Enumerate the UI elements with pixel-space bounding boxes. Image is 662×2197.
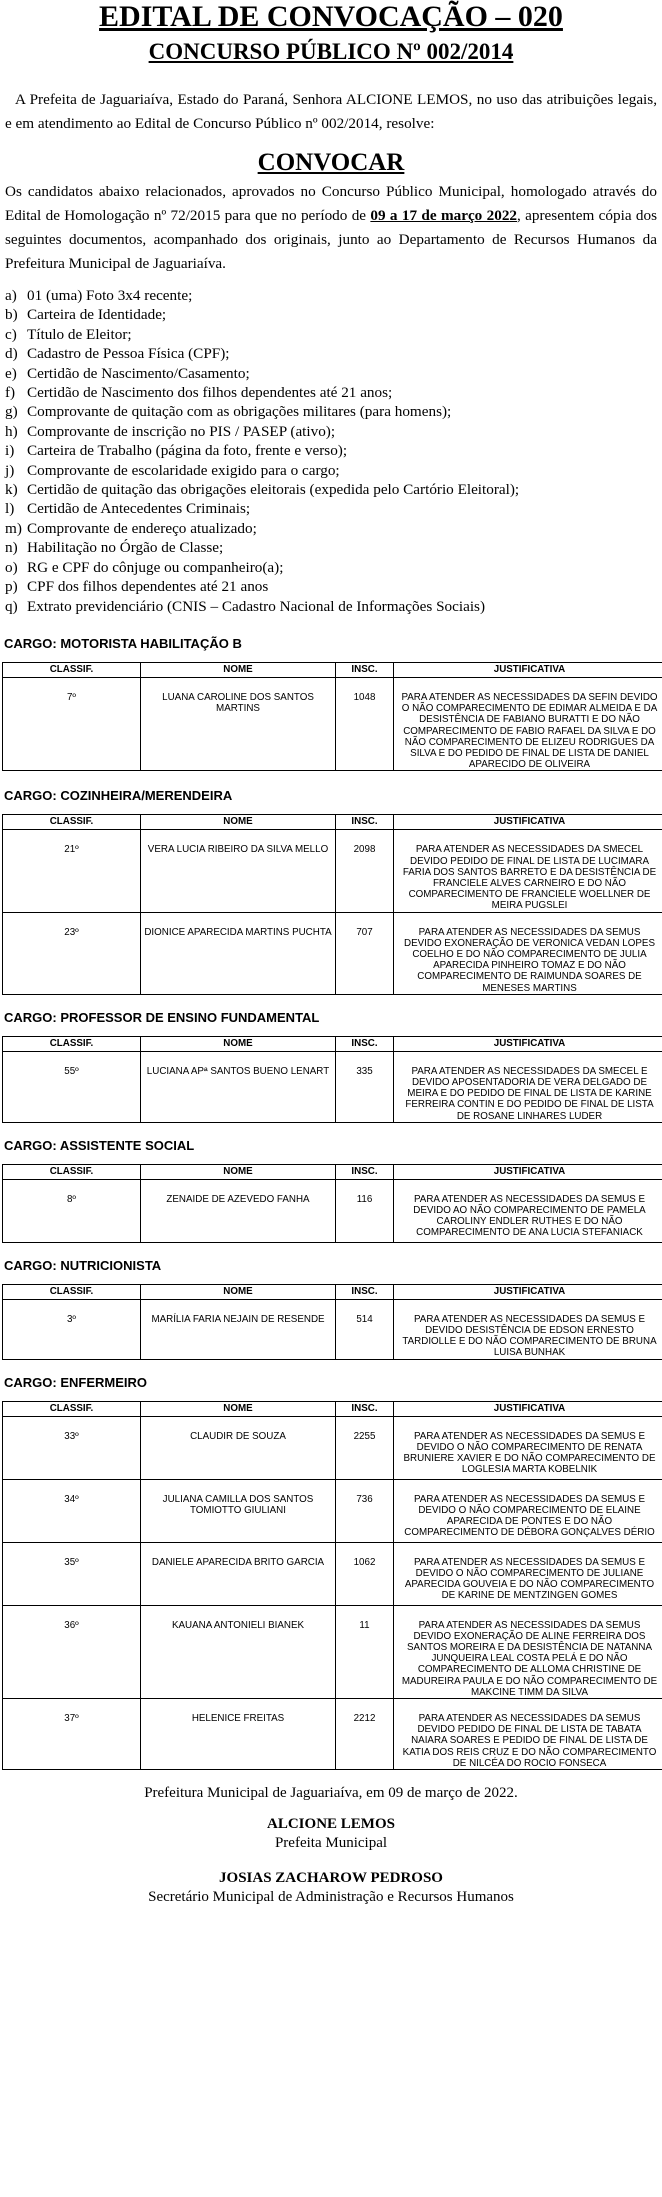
- cell-just: [394, 1416, 662, 1479]
- cell-classif: [3, 677, 141, 770]
- cell-insc: [336, 1179, 394, 1242]
- cell-insc: [336, 1299, 394, 1359]
- document-item: [5, 597, 657, 616]
- cell-text: MARÍLIA FARIA NEJAIN DE RESENDE: [151, 1313, 325, 1325]
- document-item-text: 01 (uma) Foto 3x4 recente;: [27, 287, 193, 304]
- document-item-key: c): [5, 325, 17, 343]
- document-item-key: a): [5, 287, 17, 304]
- table-header-row: [3, 1036, 662, 1051]
- cell-nome: [141, 1605, 336, 1698]
- cell-text: 3º: [66, 1313, 77, 1325]
- document-item-key: e): [5, 364, 17, 382]
- cargo-section: [2, 636, 660, 771]
- cell-nome: [141, 1051, 336, 1122]
- cell-nome: [141, 830, 336, 912]
- document-item-key: k): [5, 481, 18, 499]
- cell-text: 33º: [64, 1430, 79, 1442]
- column-header: INSC.: [336, 1036, 394, 1051]
- column-header: INSC.: [336, 1284, 394, 1299]
- column-header: NOME: [141, 1401, 336, 1416]
- cell-classif: [3, 830, 141, 912]
- column-header: CLASSIF.: [3, 815, 141, 830]
- cargo-section: [2, 788, 660, 994]
- candidates-table: [2, 1284, 662, 1360]
- column-header: JUSTIFICATIVA: [394, 1401, 662, 1416]
- document-item-key: d): [5, 345, 18, 363]
- table-row: [3, 912, 662, 994]
- cell-classif: [3, 1179, 141, 1242]
- signature-block: [2, 1784, 660, 1907]
- document-subtitle: CONCURSO PÚBLICO Nº 002/2014: [148, 39, 514, 64]
- cell-classif: [3, 1542, 141, 1605]
- column-header: JUSTIFICATIVA: [394, 662, 662, 677]
- cell-text: LUCIANA APª SANTOS BUENO LENART: [146, 1065, 330, 1077]
- cell-text: VERA LUCIA RIBEIRO DA SILVA MELLO: [147, 844, 329, 856]
- document-title: EDITAL DE CONVOCAÇÃO – 020: [99, 0, 563, 33]
- cell-nome: [141, 1299, 336, 1359]
- document-item-key: b): [5, 306, 18, 324]
- cell-text: 1048: [353, 691, 376, 703]
- column-header: CLASSIF.: [3, 1164, 141, 1179]
- cell-nome: [141, 912, 336, 994]
- table-row: [3, 830, 662, 912]
- cell-classif: [3, 912, 141, 994]
- body-text-after: , apresentem cópia dos seguintes documentos, acompanhado dos originais, junto ao Departamento de Recursos Humanos da Prefeitura Municipal de Jaguariaíva.: [5, 207, 658, 272]
- cell-just: [394, 1051, 662, 1122]
- candidates-table: [2, 1401, 662, 1770]
- column-header: JUSTIFICATIVA: [394, 815, 662, 830]
- column-header: INSC.: [336, 662, 394, 677]
- cell-nome: [141, 1542, 336, 1605]
- document-item-key: q): [5, 597, 18, 615]
- document-item: [5, 558, 657, 577]
- document-item-key: l): [5, 500, 15, 518]
- table-row: [3, 1542, 662, 1605]
- document-item-text: Comprovante de escolaridade exigido para o cargo;: [27, 461, 340, 479]
- cell-text: JULIANA CAMILLA DOS SANTOS TOMIOTTO GIULIANI: [162, 1493, 314, 1516]
- cell-text: 8º: [66, 1193, 77, 1205]
- document-item-key: h): [5, 422, 18, 440]
- cell-text: DIONICE APARECIDA MARTINS PUCHTA: [144, 926, 332, 938]
- document-item-text: Certidão de Antecedentes Criminais;: [27, 500, 251, 518]
- cell-text: 21º: [64, 844, 79, 856]
- table-row: [3, 1699, 662, 1770]
- cell-text: PARA ATENDER AS NECESSIDADES DA SEMUS E DEVIDO DESISTÊNCIA DE EDSON ERNESTO TARDIOLLE E DO NÃO COMPARECIMENTO DE BRUNA LUISA BUNHAK: [402, 1313, 657, 1359]
- cell-insc: [336, 1479, 394, 1542]
- column-header: INSC.: [336, 1401, 394, 1416]
- document-item-text: Cadastro de Pessoa Física (CPF);: [27, 345, 230, 363]
- document-item-key: j): [5, 461, 15, 479]
- cargo-section: [2, 1258, 660, 1360]
- column-header: NOME: [141, 662, 336, 677]
- document-item: [5, 538, 657, 557]
- cell-just: [394, 830, 662, 912]
- documents-list: [2, 286, 660, 616]
- convocar-heading: CONVOCAR: [257, 149, 405, 176]
- cell-insc: [336, 1542, 394, 1605]
- document-item: [5, 422, 657, 441]
- document-item: [5, 402, 657, 421]
- document-item-text: Carteira de Trabalho (página da foto, frente e verso);: [27, 442, 348, 460]
- cell-insc: [336, 830, 394, 912]
- cell-text: 23º: [64, 926, 79, 938]
- cell-nome: [141, 1416, 336, 1479]
- cell-text: ZENAIDE DE AZEVEDO FANHA: [166, 1193, 310, 1205]
- column-header: JUSTIFICATIVA: [394, 1284, 662, 1299]
- document-item: [5, 344, 657, 363]
- cargo-section: [2, 1375, 660, 1770]
- cell-text: PARA ATENDER AS NECESSIDADES DA SEMUS E DEVIDO O NÃO COMPARECIMENTO DE ELAINE APARECIDA DE PONTES E DO NÃO COMPARECIMENTO DE DÉBORA GONÇALVES DÉRIO: [404, 1493, 655, 1539]
- document-item-text: Título de Eleitor;: [27, 325, 132, 343]
- document-item: [5, 480, 657, 499]
- cell-text: PARA ATENDER AS NECESSIDADES DA SEMUS DEVIDO EXONERAÇÃO DE VERONICA VEDAN LOPES COELHO E DO NÃO COMPARECIMENTO DE JULIA APARECIDA PINHEIRO TOMAZ E DO NÃO COMPARECIMENTO DE RAIMUNDA SOARES DE MENESES MARTINS: [404, 926, 655, 994]
- document-item-text: RG e CPF do cônjuge ou companheiro(a);: [27, 558, 284, 576]
- document-item-key: f): [5, 384, 16, 402]
- cell-text: PARA ATENDER AS NECESSIDADES DA SMECEL DEVIDO PEDIDO DE FINAL DE LISTA DE LUCIMARA FARIA DOS SANTOS BARRETO E DA DESISTÊNCIA DE FRANCIELE ALVES CARNEIRO E DO NÃO COMPARECIMENTO DE FRANCIELE WOELLNER DE MEIRA PUGSLEI: [402, 844, 657, 912]
- cell-text: CLAUDIR DE SOUZA: [190, 1430, 286, 1442]
- cargo-title: CARGO: PROFESSOR DE ENSINO FUNDAMENTAL: [4, 1009, 320, 1025]
- cell-classif: [3, 1605, 141, 1698]
- document-item-text: CPF dos filhos dependentes até 21 anos: [27, 578, 269, 596]
- table-row: [3, 1416, 662, 1479]
- cell-text: PARA ATENDER AS NECESSIDADES DA SEMUS E DEVIDO O NÃO COMPARECIMENTO DE RENATA BRUNIERE XAVIER E DO NÃO COMPARECIMENTO DE LOGLESIA MARTA KOBELNIK: [403, 1430, 656, 1476]
- cell-text: PARA ATENDER AS NECESSIDADES DA SEMUS E DEVIDO AO NÃO COMPARECIMENTO DE PAMELA CAROLINY ENDLER RUTHES E DO NÃO COMPARECIMENTO DE ANA LUCIA STEFANIACK: [413, 1193, 646, 1239]
- cell-text: DANIELE APARECIDA BRITO GARCIA: [151, 1556, 325, 1568]
- table-header-row: [3, 815, 662, 830]
- candidates-table: [2, 814, 662, 994]
- column-header: NOME: [141, 815, 336, 830]
- document-item-key: p): [5, 578, 18, 596]
- document-item-key: i): [5, 442, 15, 460]
- cell-just: [394, 677, 662, 770]
- cell-text: 2255: [353, 1430, 376, 1442]
- candidates-table: [2, 1036, 662, 1123]
- document-item: [5, 441, 657, 460]
- cargo-section: [2, 1010, 660, 1123]
- signer-name: JOSIAS ZACHAROW PEDROSO: [219, 1870, 443, 1887]
- document-item-text: Certidão de Nascimento dos filhos dependentes até 21 anos;: [27, 384, 393, 402]
- cell-just: [394, 1605, 662, 1698]
- column-header: NOME: [141, 1036, 336, 1051]
- cargo-title: CARGO: ENFERMEIRO: [4, 1374, 147, 1390]
- cell-text: 35º: [64, 1556, 79, 1568]
- column-header: CLASSIF.: [3, 662, 141, 677]
- column-header: INSC.: [336, 815, 394, 830]
- body-paragraph: [2, 180, 660, 276]
- cell-text: 335: [356, 1065, 373, 1077]
- place-date: Prefeitura Municipal de Jaguariaíva, em 09 de março de 2022.: [144, 1785, 518, 1802]
- cell-insc: [336, 1051, 394, 1122]
- cargo-title: CARGO: MOTORISTA HABILITAÇÃO B: [4, 635, 242, 651]
- cell-text: 2098: [353, 844, 376, 856]
- table-row: [3, 1605, 662, 1698]
- table-row: [3, 1179, 662, 1242]
- column-header: NOME: [141, 1284, 336, 1299]
- cell-insc: [336, 1416, 394, 1479]
- cell-text: PARA ATENDER AS NECESSIDADES DA SEMUS DEVIDO EXONERAÇÃO DE ALINE FERREIRA DOS SANTOS MOREIRA E DA DESISTÊNCIA DE NATANNA JUNQUEIRA LEAL COSTA PELÁ E DO NÃO COMPARECIMENTO DE ALLOMA CHRISTINE DE MADUREIRA PAULA E DO NÃO COMPARECIMENTO DE MAKCINE TIMM DA SILVA: [401, 1619, 658, 1698]
- document-item: [5, 383, 657, 402]
- cell-text: 37º: [64, 1713, 79, 1725]
- table-row: [3, 677, 662, 770]
- cell-text: PARA ATENDER AS NECESSIDADES DA SEMUS DEVIDO PEDIDO DE FINAL DE LISTA DE TABATA NAIARA SOARES E PEDIDO DE FINAL DE LISTA DE KATIA DOS REIS CRUZ E DO NÃO COMPARECIMENTO DE NILCÉA DO ROCIO FONSECA: [402, 1713, 657, 1769]
- table-header-row: [3, 662, 662, 677]
- candidates-table: [2, 662, 662, 771]
- document-item-text: Certidão de quitação das obrigações eleitorais (expedida pelo Cartório Eleitoral);: [27, 481, 520, 499]
- document-item-key: n): [5, 539, 18, 557]
- column-header: NOME: [141, 1164, 336, 1179]
- cell-just: [394, 1299, 662, 1359]
- cell-just: [394, 1699, 662, 1770]
- table-row: [3, 1479, 662, 1542]
- document-item-text: Comprovante de inscrição no PIS / PASEP (ativo);: [27, 422, 336, 440]
- cell-nome: [141, 1479, 336, 1542]
- candidates-table: [2, 1164, 662, 1243]
- column-header: JUSTIFICATIVA: [394, 1036, 662, 1051]
- cell-text: 11: [359, 1619, 370, 1631]
- cargo-title: CARGO: COZINHEIRA/MERENDEIRA: [4, 788, 233, 804]
- cell-text: LUANA CAROLINE DOS SANTOS MARTINS: [162, 691, 314, 715]
- period-dates: 09 a 17 de março 2022: [370, 207, 518, 224]
- document-item: [5, 461, 657, 480]
- document-item-key: m): [5, 519, 22, 537]
- cell-classif: [3, 1416, 141, 1479]
- table-row: [3, 1051, 662, 1122]
- document-item-text: Comprovante de endereço atualizado;: [27, 519, 257, 537]
- cell-just: [394, 912, 662, 994]
- cell-just: [394, 1479, 662, 1542]
- cell-insc: [336, 1699, 394, 1770]
- document-item: [5, 499, 657, 518]
- column-header: CLASSIF.: [3, 1401, 141, 1416]
- document-item-text: Carteira de Identidade;: [27, 306, 167, 324]
- cell-classif: [3, 1479, 141, 1542]
- document-item: [5, 286, 657, 305]
- cell-text: PARA ATENDER AS NECESSIDADES DA SEFIN DEVIDO O NÃO COMPARECIMENTO DE EDIMAR ALMEIDA E DA DESISTÊNCIA DE FABIANO BURATTI E DO NÃO COMPARECIMENTO DE FABIO RAFAEL DA SILVA E DO NÃO COMPARECIMENTO DE ELIZEU RODRIGUES DA SILVA E DO PEDIDO DE FINAL DE LISTA DE DANIEL APARECIDO DE OLIVEIRA: [401, 691, 658, 771]
- cargo-title: CARGO: ASSISTENTE SOCIAL: [4, 1137, 195, 1153]
- cell-text: KAUANA ANTONIELI BIANEK: [171, 1619, 305, 1631]
- cell-text: 736: [356, 1493, 373, 1505]
- cell-classif: [3, 1051, 141, 1122]
- document-item-text: Habilitação no Órgão de Classe;: [27, 539, 224, 557]
- cargos-section: [2, 636, 660, 1770]
- cell-text: PARA ATENDER AS NECESSIDADES DA SMECEL E DEVIDO APOSENTADORIA DE VERA DELGADO DE MEIRA E DO PEDIDO DE FINAL DE LISTA DE KARINE FERREIRA CONTIN E DO PEDIDO DE FINAL DE LISTA DE ROSANE LINHARES LUDER: [405, 1065, 654, 1122]
- cell-text: 514: [356, 1313, 373, 1325]
- cell-classif: [3, 1699, 141, 1770]
- table-header-row: [3, 1284, 662, 1299]
- cargo-section: [2, 1138, 660, 1243]
- signer-role: Prefeita Municipal: [274, 1835, 388, 1852]
- cell-text: HELENICE FREITAS: [191, 1713, 285, 1725]
- cell-text: 7º: [66, 691, 77, 703]
- cell-insc: [336, 1605, 394, 1698]
- cell-nome: [141, 1179, 336, 1242]
- cell-insc: [336, 677, 394, 770]
- cell-insc: [336, 912, 394, 994]
- document-item: [5, 305, 657, 324]
- column-header: INSC.: [336, 1164, 394, 1179]
- cell-text: 707: [356, 926, 373, 938]
- cell-just: [394, 1179, 662, 1242]
- column-header: JUSTIFICATIVA: [394, 1164, 662, 1179]
- signer-name: ALCIONE LEMOS: [267, 1816, 395, 1833]
- cell-text: 116: [356, 1193, 373, 1205]
- document-item: [5, 519, 657, 538]
- document-item-key: o): [5, 558, 18, 576]
- signer-role: Secretário Municipal de Administração e Recursos Humanos: [148, 1889, 514, 1906]
- cell-just: [394, 1542, 662, 1605]
- document-item: [5, 577, 657, 596]
- cell-text: PARA ATENDER AS NECESSIDADES DA SEMUS E DEVIDO O NÃO COMPARECIMENTO DE JULIANE APARECIDA GOUVEIA E DO NÃO COMPARECIMENTO DE KARINE DE MENTZINGEN GOMES: [404, 1556, 655, 1602]
- document-item-text: Comprovante de quitação com as obrigações militares (para homens);: [27, 403, 452, 421]
- table-header-row: [3, 1401, 662, 1416]
- document-item: [5, 325, 657, 344]
- cell-text: 55º: [64, 1065, 79, 1077]
- document-item-text: Extrato previdenciário (CNIS – Cadastro Nacional de Informações Sociais): [27, 597, 486, 615]
- document-item-key: g): [5, 403, 18, 421]
- cell-nome: [141, 677, 336, 770]
- cell-text: 2212: [353, 1713, 376, 1725]
- table-row: [3, 1299, 662, 1359]
- cargo-title: CARGO: NUTRICIONISTA: [4, 1257, 162, 1273]
- body-text-before: Os candidatos abaixo relacionados, aprovados no Concurso Público Municipal, homologado através do Edital de Homologação nº 72/2015 para que no período de: [5, 183, 657, 224]
- column-header: CLASSIF.: [3, 1036, 141, 1051]
- cell-classif: [3, 1299, 141, 1359]
- document-item: [5, 364, 657, 383]
- document-item-text: Certidão de Nascimento/Casamento;: [27, 364, 250, 382]
- column-header: CLASSIF.: [3, 1284, 141, 1299]
- cell-text: 34º: [64, 1493, 79, 1505]
- cell-text: 1062: [353, 1556, 376, 1568]
- table-header-row: [3, 1164, 662, 1179]
- cell-text: 36º: [64, 1619, 79, 1631]
- cell-nome: [141, 1699, 336, 1770]
- intro-paragraph: A Prefeita de Jaguariaíva, Estado do Paraná, Senhora ALCIONE LEMOS, no uso das atribuições legais, e em atendimento ao Edital de Concurso Público nº 002/2014, resolve:: [5, 91, 657, 132]
